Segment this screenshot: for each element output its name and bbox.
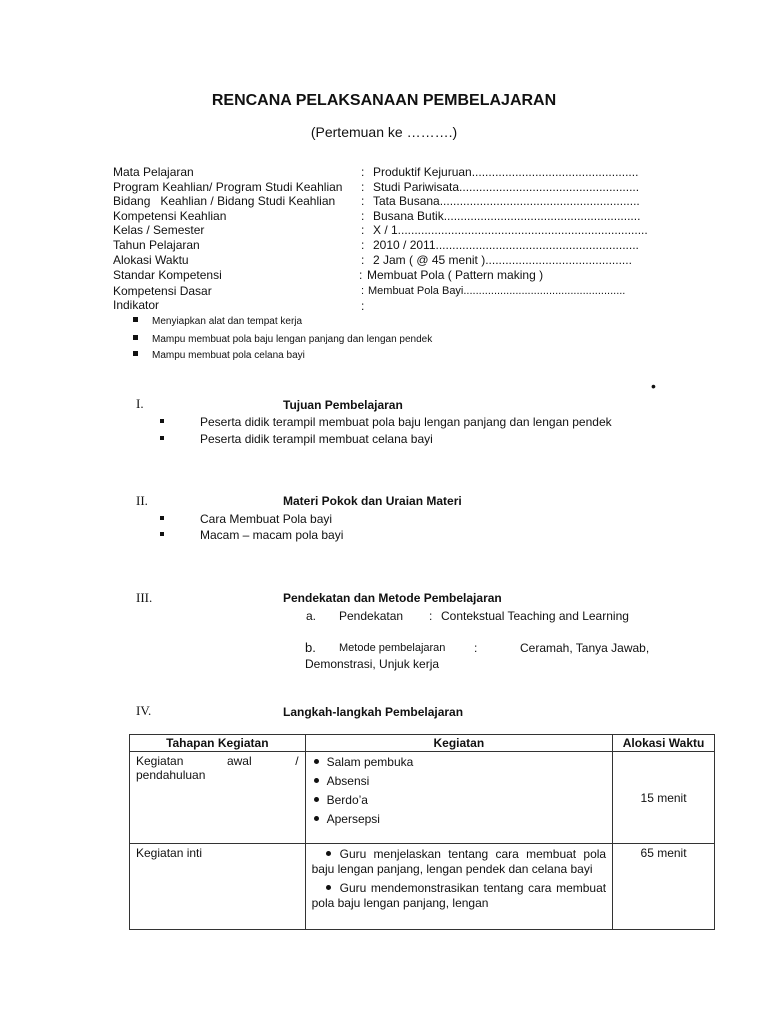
section-number: IV. <box>136 703 152 718</box>
bullet-icon <box>314 759 319 764</box>
method-label: b. <box>305 640 316 655</box>
section-number: III. <box>136 590 153 605</box>
info-colon: : <box>361 194 365 208</box>
section-item: Peserta didik terampil membuat celana bayi <box>160 432 433 446</box>
info-value: 2010 / 2011............................................................. <box>373 238 639 252</box>
square-bullet-icon <box>133 351 138 356</box>
info-colon: : <box>361 223 365 237</box>
info-label: Kompetensi Dasar <box>113 284 212 298</box>
table-row <box>130 752 715 844</box>
info-value: Membuat Pola Bayi..................................................... <box>368 285 626 297</box>
approach-colon: : <box>429 609 433 623</box>
activity-paragraph: Guru mendemonstrasikan tentang cara membuat pola baju lengan panjang, lengan <box>311 881 607 910</box>
section-heading: Langkah-langkah Pembelajaran <box>283 705 464 719</box>
activity-paragraph: Guru menjelaskan tentang cara membuat pola baju lengan panjang, lengan pendek dan celana bayi <box>311 847 607 876</box>
info-colon: : <box>359 268 363 282</box>
info-label: Tahun Pelajaran <box>113 238 200 252</box>
method-value: Ceramah, Tanya Jawab, <box>520 641 650 655</box>
bullet-icon <box>314 778 319 783</box>
indikator-item: Mampu membuat pola baju lengan panjang dan lengan pendek <box>133 334 432 345</box>
section-heading: Materi Pokok dan Uraian Materi <box>283 494 462 508</box>
stray-bullet-icon: • <box>651 378 656 394</box>
table-header-row <box>130 735 715 752</box>
square-bullet-icon <box>160 436 164 440</box>
table-header: Alokasi Waktu <box>613 735 715 752</box>
section-heading: Tujuan Pembelajaran <box>283 398 403 412</box>
stage-cell <box>130 752 306 844</box>
info-label: Bidang Keahlian / Bidang Studi Keahlian <box>113 194 336 208</box>
bullet-icon <box>314 816 319 821</box>
info-value: 2 Jam ( @ 45 menit )............................................ <box>373 253 632 267</box>
method-colon: : <box>474 641 478 655</box>
info-colon: : <box>361 299 365 313</box>
info-value: Tata Busana............................................................ <box>373 194 640 208</box>
page-title: RENCANA PELAKSANAAN PEMBELAJARAN <box>211 92 557 109</box>
list-item: Berdo’a <box>312 793 606 807</box>
info-label: Kompetensi Keahlian <box>113 209 227 223</box>
table-row <box>130 844 715 930</box>
method-value-line2: Demonstrasi, Unjuk kerja <box>305 657 440 671</box>
page-subtitle: (Pertemuan ke ……….) <box>310 124 458 140</box>
info-colon: : <box>361 165 365 179</box>
info-value: Busana Butik........................................................... <box>373 209 641 223</box>
list-item: Absensi <box>312 774 606 788</box>
section-item: Cara Membuat Pola bayi <box>160 512 332 526</box>
bullet-icon <box>326 851 331 856</box>
info-value: Produktif Kejuruan.................................................. <box>373 165 639 179</box>
indikator-item: Menyiapkan alat dan tempat kerja <box>133 316 302 327</box>
info-value: X / 1........................................................................... <box>373 223 648 237</box>
section-item: Peserta didik terampil membuat pola baju lengan panjang dan lengan pendek <box>160 415 612 429</box>
approach-name: Pendekatan <box>339 609 404 623</box>
bullet-icon <box>314 797 319 802</box>
method-name: Metode pembelajaran <box>339 642 446 654</box>
info-value: Membuat Pola ( Pattern making ) <box>367 268 544 282</box>
bullet-icon <box>326 885 331 890</box>
table-header: Kegiatan <box>305 735 612 752</box>
info-label: Mata Pelajaran <box>113 165 194 179</box>
info-colon: : <box>361 180 365 194</box>
info-label: Program Keahlian/ Program Studi Keahlian <box>113 180 343 194</box>
info-label: Indikator <box>113 298 160 312</box>
approach-label: a. <box>306 609 317 623</box>
time-cell: 15 menit <box>613 752 715 844</box>
info-value: Studi Pariwisata...................................................... <box>373 180 640 194</box>
list-item: Salam pembuka <box>312 755 606 769</box>
table-header: Tahapan Kegiatan <box>130 735 306 752</box>
square-bullet-icon <box>133 317 138 322</box>
stage-line-2: pendahuluan <box>136 768 206 782</box>
stage-cell: Kegiatan inti <box>130 844 306 930</box>
info-label: Kelas / Semester <box>113 223 205 237</box>
section-number: I. <box>136 396 144 411</box>
list-item: Apersepsi <box>312 812 606 826</box>
square-bullet-icon <box>160 419 164 423</box>
square-bullet-icon <box>160 516 164 520</box>
info-colon: : <box>361 209 365 223</box>
stage-line-1: Kegiatan awal / <box>136 754 299 768</box>
info-colon: : <box>361 285 365 297</box>
square-bullet-icon <box>133 335 138 340</box>
section-heading: Pendekatan dan Metode Pembelajaran <box>283 591 502 605</box>
info-colon: : <box>361 238 365 252</box>
activity-cell <box>305 752 612 844</box>
activity-list <box>312 755 606 826</box>
info-label: Alokasi Waktu <box>113 253 189 267</box>
square-bullet-icon <box>160 532 164 536</box>
time-cell: 65 menit <box>613 844 715 930</box>
approach-value: Contekstual Teaching and Learning <box>441 609 629 623</box>
section-item: Macam – macam pola bayi <box>160 528 343 542</box>
info-colon: : <box>361 253 365 267</box>
activity-cell <box>305 844 612 930</box>
section-number: II. <box>136 493 148 508</box>
steps-table <box>129 734 715 930</box>
info-label: Standar Kompetensi <box>113 268 222 282</box>
indikator-item: Mampu membuat pola celana bayi <box>133 350 305 361</box>
